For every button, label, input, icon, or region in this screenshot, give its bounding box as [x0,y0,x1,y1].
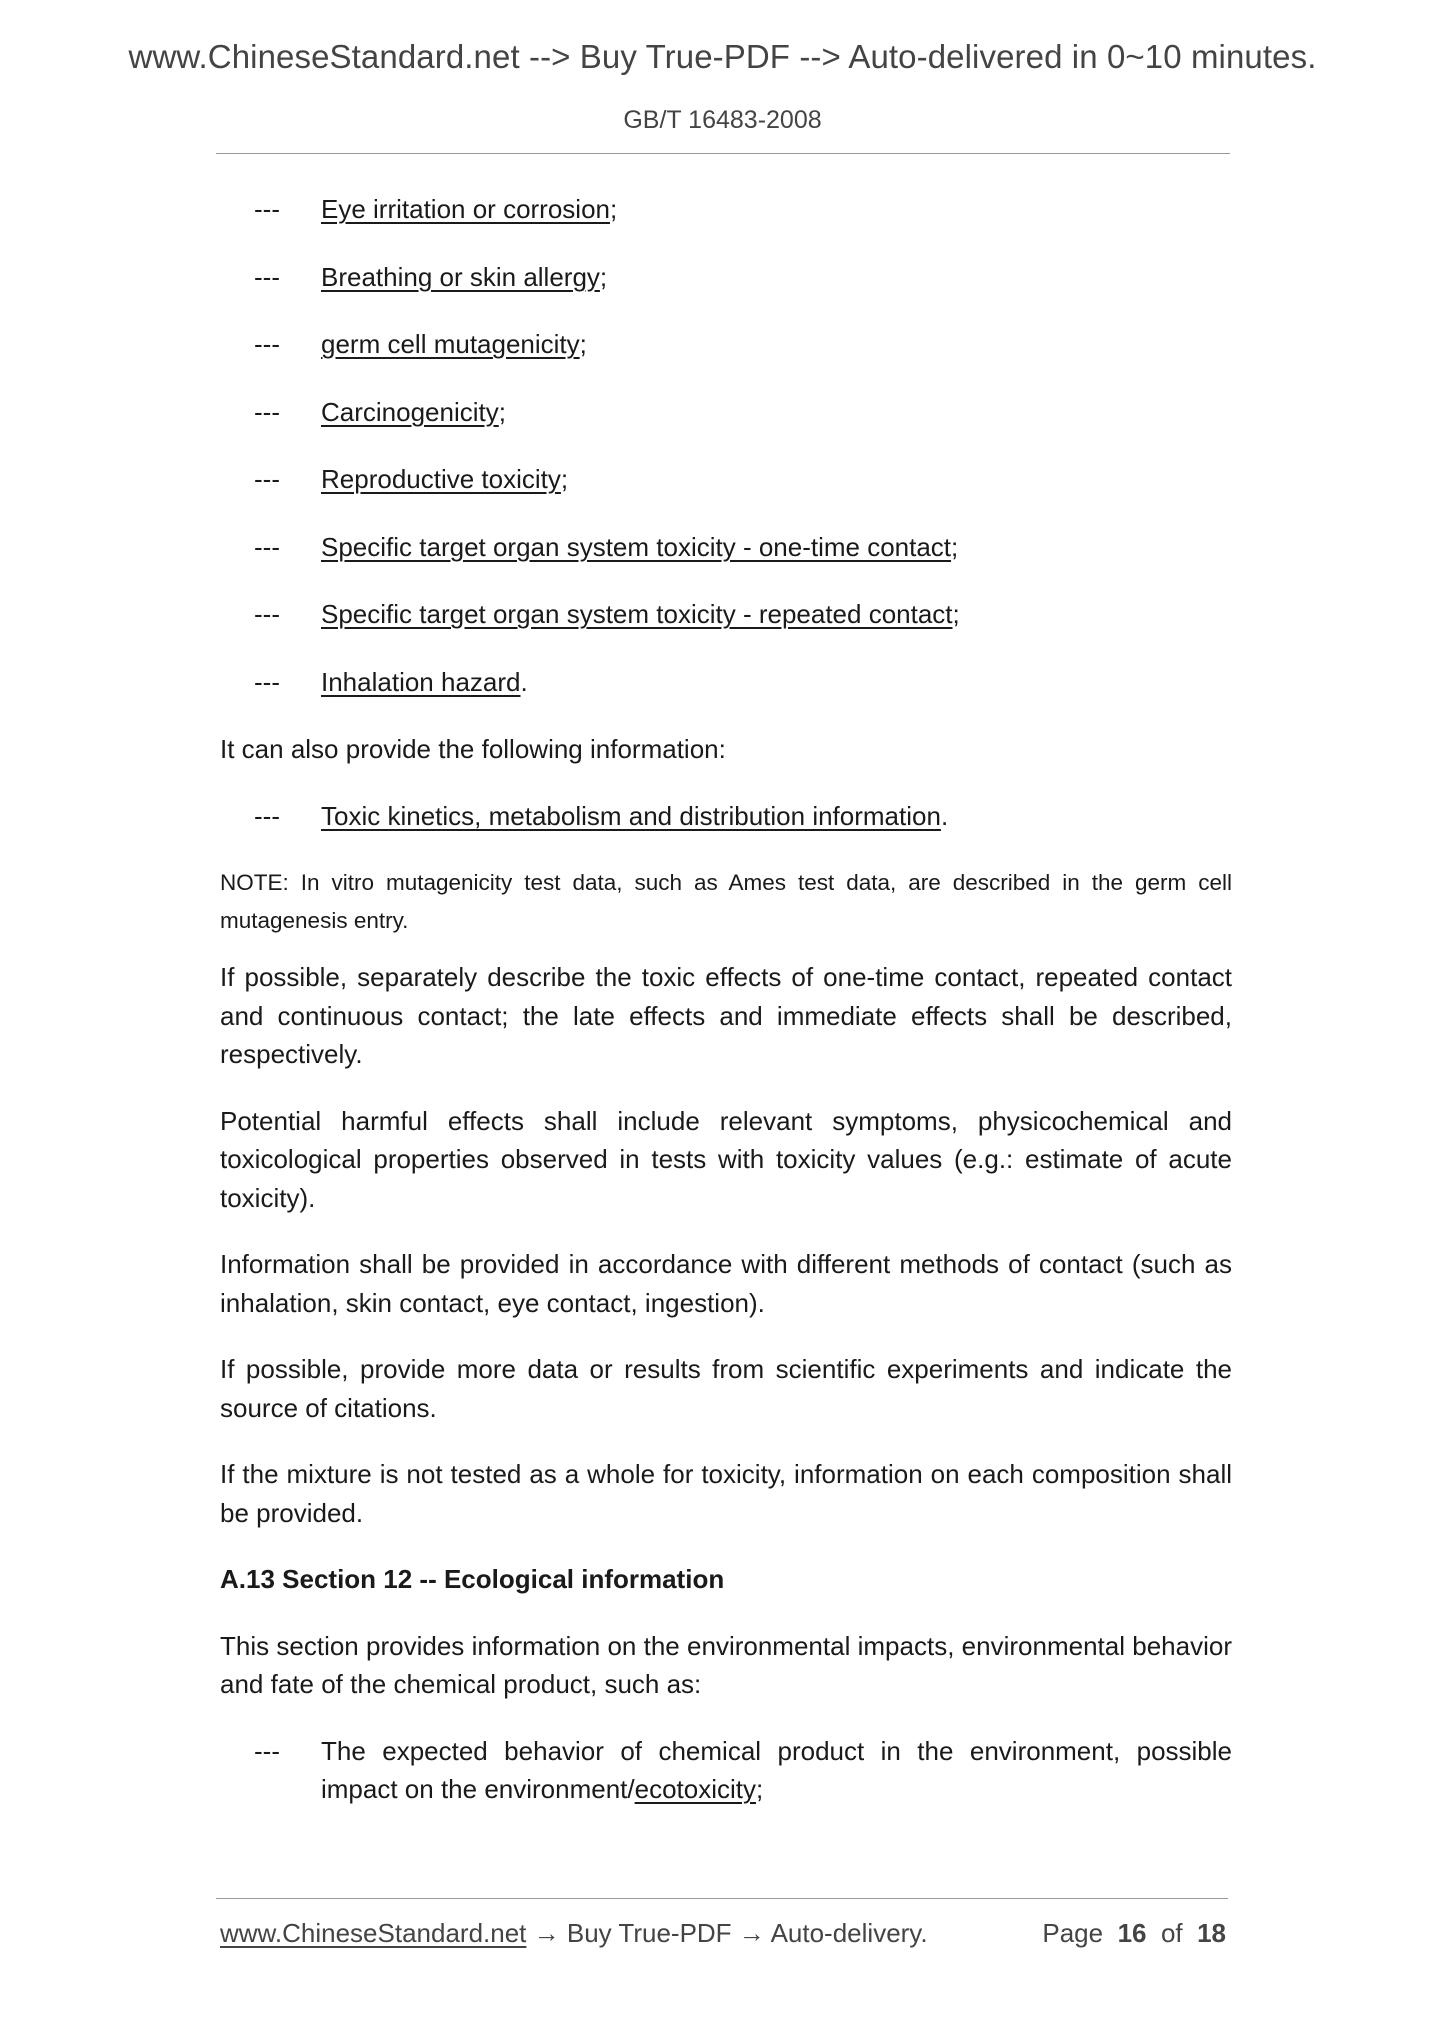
list-item-punct: . [940,800,949,831]
list-item [254,663,1232,702]
paragraph: Information shall be provided in accordance with different methods of contact (such as inhalation, skin contact, eye contact, ingestion). [220,1249,1232,1318]
page-content [220,190,1232,1838]
list-dash: --- [254,396,280,427]
page-footer [220,1918,1226,1949]
list-item-punct: . [520,666,528,697]
note: NOTE: In vitro mutagenicity test data, such as Ames test data, are described in the germ cell mutagenesis entry. [220,870,1232,933]
list-item [254,393,1232,432]
footer-tagline: → Buy True-PDF → Auto-delivery. [526,1918,928,1948]
list-dash: --- [254,800,280,831]
footer-site-link[interactable]: www.ChineseStandard.net [220,1918,527,1948]
list-item-punct: ; [579,329,587,359]
list-item-text: Specific target organ system toxicity - one-time contact [321,531,952,562]
list-item-text: Reproductive toxicity [321,464,561,494]
list-item-text: Carcinogenicity [321,396,499,427]
list-item-punct: ; [560,464,569,494]
list-item-punct: ; [756,1774,764,1804]
of-label: of [1160,1918,1183,1948]
list-item [254,325,1232,364]
list-item-text: Toxic kinetics, metabolism and distribution information [321,800,941,831]
list-item-prefix: The expected behavior of chemical product in the environment, possible impact on the environment/ [321,1735,1232,1804]
list-dash: --- [254,261,280,292]
list-item-text: Breathing or skin allergy [321,261,600,292]
list-item [254,258,1232,297]
total-pages: 18 [1197,1918,1226,1948]
list-dash: --- [254,464,280,494]
list-item-punct: ; [599,261,608,292]
footer-left [220,1918,928,1949]
list-item [254,528,1232,567]
list-item-text: germ cell mutagenicity [321,329,580,359]
list-item-punct: ; [498,396,506,427]
list-dash: --- [254,329,280,359]
document-id: GB/T 16483-2008 [623,106,822,134]
footer-divider [216,1898,1228,1899]
list-dash: --- [254,1735,280,1766]
paragraph: If the mixture is not tested as a whole for toxicity, information on each composition shall be provided. [220,1459,1232,1528]
list-item-text: Inhalation hazard [321,666,521,697]
paragraph: If possible, provide more data or results from scientific experiments and indicate the source of citations. [220,1354,1232,1423]
list-item-text: Eye irritation or corrosion [321,194,610,224]
list-dash: --- [254,666,280,697]
paragraph: If possible, separately describe the toxic effects of one-time contact, repeated contact and continuous contact; the late effects and immediate effects shall be described, respectively. [220,962,1232,1069]
list-item-punct: ; [610,194,618,224]
paragraph: Potential harmful effects shall include relevant symptoms, physicochemical and toxicological properties observed in tests with toxicity values (e.g.: estimate of acute toxicity). [220,1105,1232,1213]
header-banner: www.ChineseStandard.net --> Buy True-PDF --> Auto-delivered in 0~10 minutes. [128,38,1317,75]
header-divider [216,153,1230,154]
list-dash: --- [254,531,280,562]
list-dash: --- [254,599,280,629]
list-item [254,460,1232,499]
section-intro: This section provides information on the environmental impacts, environmental behavior and fate of the chemical product, such as: [220,1630,1232,1699]
list-item-punct: ; [951,531,959,562]
list-dash: --- [254,194,280,224]
list-item-punct: ; [952,599,960,629]
list-item [254,190,1232,229]
list-item-text: ecotoxicity [634,1774,757,1804]
list-item-text: Specific target organ system toxicity - repeated contact [321,599,953,629]
list-item [254,595,1232,634]
list-item [254,1732,1232,1809]
current-page: 16 [1117,1918,1147,1948]
list-item [254,797,1232,836]
section-heading: A.13 Section 12 -- Ecological information [220,1564,725,1594]
page-number [1042,1918,1226,1949]
paragraph-also-provide: It can also provide the following information: [220,734,726,764]
page-label: Page [1042,1918,1104,1948]
